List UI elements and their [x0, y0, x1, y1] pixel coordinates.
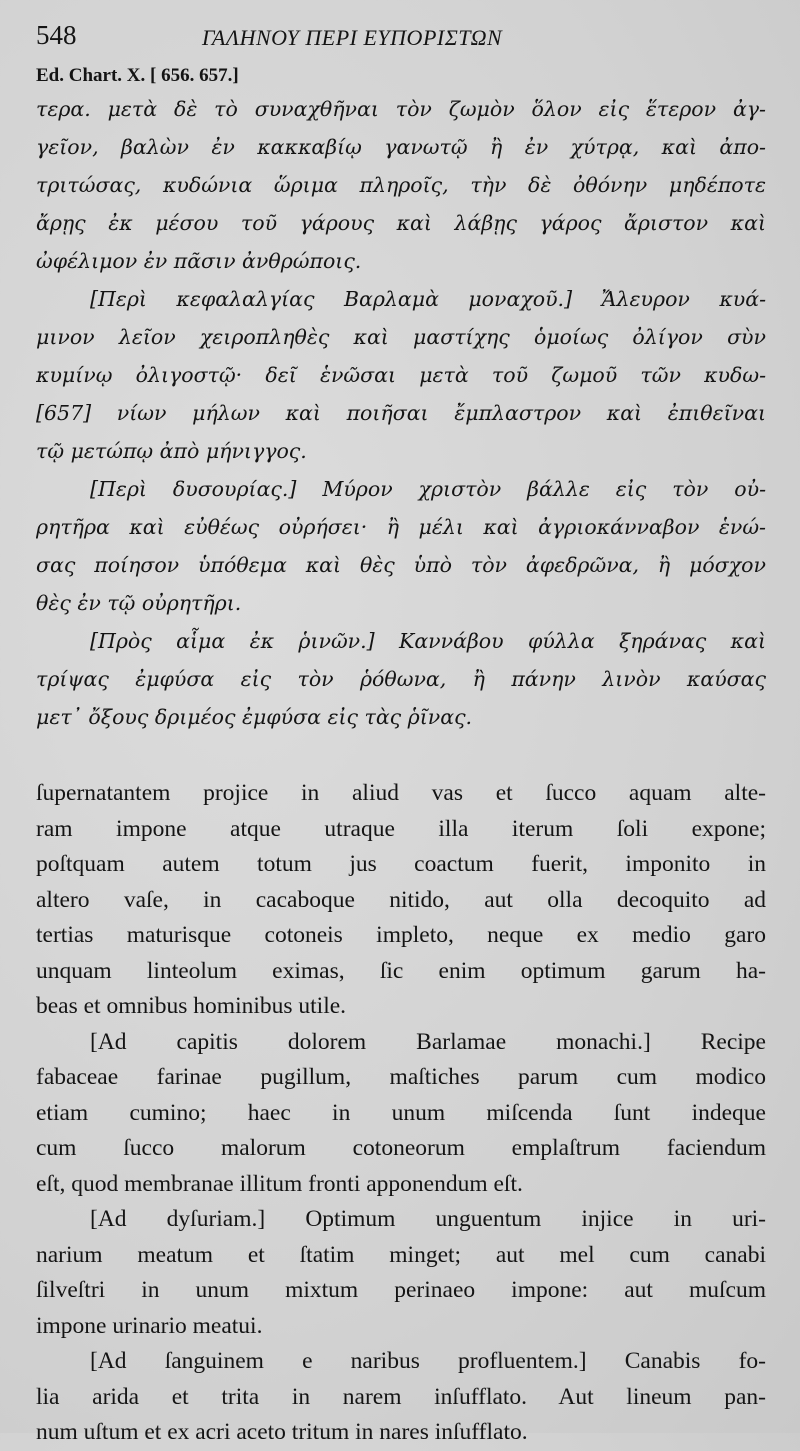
greek-text-line: μετ᾽ ὄξους δριμέος ἐμφύσα εἰς τὰς ῥῖνας.	[36, 705, 473, 729]
greek-text-line: κυμίνῳ ὀλιγοστῷ· δεῖ ἑνῶσαι μετὰ τοῦ ζωμοῦ τῶν κυδω-	[36, 363, 766, 387]
greek-text-line: γεῖον, βαλὼν ἐν κακκαβίῳ γανωτῷ ἢ ἐν χύτρᾳ, καὶ ἀπο-	[36, 135, 766, 159]
latin-text-line: [Ad capitis dolorem Barlamae monachi.] Recipe	[90, 1028, 766, 1055]
greek-text-line: [Πρὸς αἷμα ἐκ ῥινῶν.] Καννάβου φύλλα ξηράνας καὶ	[90, 629, 766, 653]
latin-text-line: narium meatum et ſtatim minget; aut mel cum canabi	[36, 1241, 766, 1268]
section-gap	[36, 736, 766, 776]
latin-text-line: ram impone atque utraque illa iterum ſoli expone;	[36, 815, 766, 842]
latin-text-line: ſilveſtri in unum mixtum perinaeo impone: aut muſcum	[36, 1277, 766, 1303]
greek-text-line: ρητῆρα καὶ εὐθέως οὐρήσει· ἢ μέλι καὶ ἀγριοκάνναβον ἑνώ-	[36, 515, 766, 539]
latin-text-line: etiam cumino; haec in unum miſcenda ſunt indeque	[36, 1099, 766, 1126]
edition-reference: Ed. Chart. X. [ 656. 657.]	[36, 65, 239, 86]
latin-text-line: unquam linteolum eximas, ſic enim optimum garum ha-	[36, 957, 766, 984]
latin-text-line: beas et omnibus hominibus utile.	[36, 993, 347, 1019]
greek-text-line: τριτώσας, κυδώνια ὥριμα πληροῖς, τὴν δὲ ὀθόνην μηδέποτε	[36, 173, 766, 197]
greek-text-line: [Περὶ κεφαλαλγίας Βαρλαμὰ μοναχοῦ.] Ἄλευρον κυά-	[90, 287, 766, 311]
greek-text-block	[36, 90, 766, 736]
latin-text-line: [Ad ſanguinem e naribus profluentem.] Canabis fo-	[90, 1348, 766, 1374]
greek-text-line: ἄρῃς ἐκ μέσου τοῦ γάρους καὶ λάβῃς γάρος ἄριστον καὶ	[36, 211, 766, 235]
greek-text-line: σας ποίησον ὑπόθεμα καὶ θὲς ὑπὸ τὸν ἀφεδρῶνα, ἢ μόσχον	[36, 553, 766, 577]
greek-text-line: τερα. μετὰ δὲ τὸ συναχθῆναι τὸν ζωμὸν ὅλον εἰς ἕτερον ἀγ-	[36, 97, 766, 121]
greek-text-line: θὲς ἐν τῷ οὐρητῆρι.	[36, 591, 242, 615]
greek-text-line: [Περὶ δυσουρίας.] Μύρον χριστὸν βάλλε εἰς τὸν οὐ-	[90, 477, 766, 501]
greek-text-line: [657] νίων μήλων καὶ ποιῆσαι ἔμπλαστρον καὶ ἐπιθεῖναι	[36, 401, 766, 425]
latin-text-line: lia arida et trita in narem inſufflato. Aut lineum pan-	[36, 1383, 766, 1410]
greek-text-line: ὠφέλιμον ἐν πᾶσιν ἀνθρώποις.	[36, 249, 362, 273]
latin-text-line: ſupernatantem projice in aliud vas et ſucco aquam alte-	[36, 780, 766, 806]
greek-text-line: τρίψας ἐμφύσα εἰς τὸν ῥόθωνα, ἢ πάνην λινὸν καύσας	[36, 667, 766, 691]
latin-text-line: [Ad dyſuriam.] Optimum unguentum injice in uri-	[90, 1206, 766, 1232]
latin-text-line: eſt, quod membranae illitum fronti apponendum eſt.	[36, 1170, 523, 1197]
running-title: ΓΑΛΗΝΟΥ ΠΕΡΙ ΕΥΠΟΡΙΣΤΩΝ	[202, 25, 503, 50]
latin-text-line: cum ſucco malorum cotoneorum emplaſtrum faciendum	[36, 1135, 766, 1161]
greek-text-line: μινον λεῖον χειροπληθὲς καὶ μαστίχης ὁμοίως ὀλίγον σὺν	[36, 325, 766, 349]
latin-text-line: fabaceae farinae pugillum, maſtiches parum cum modico	[36, 1064, 766, 1090]
latin-text-block	[36, 776, 766, 1451]
latin-text-line: impone urinario meatui.	[36, 1312, 263, 1339]
greek-text-line: τῷ μετώπῳ ἀπὸ μήνιγγος.	[36, 439, 307, 463]
latin-text-line: num uſtum et ex acri aceto tritum in nares inſufflato.	[36, 1419, 528, 1445]
page-header	[36, 0, 766, 52]
latin-text-line: altero vaſe, in cacaboque nitido, aut olla decoquito ad	[36, 886, 766, 913]
page-number: 548	[36, 20, 77, 50]
latin-text-line: poſtquam autem totum jus coactum fuerit, imponito in	[36, 851, 766, 877]
latin-text-line: tertias maturisque cotoneis impleto, neque ex medio garo	[36, 922, 766, 948]
